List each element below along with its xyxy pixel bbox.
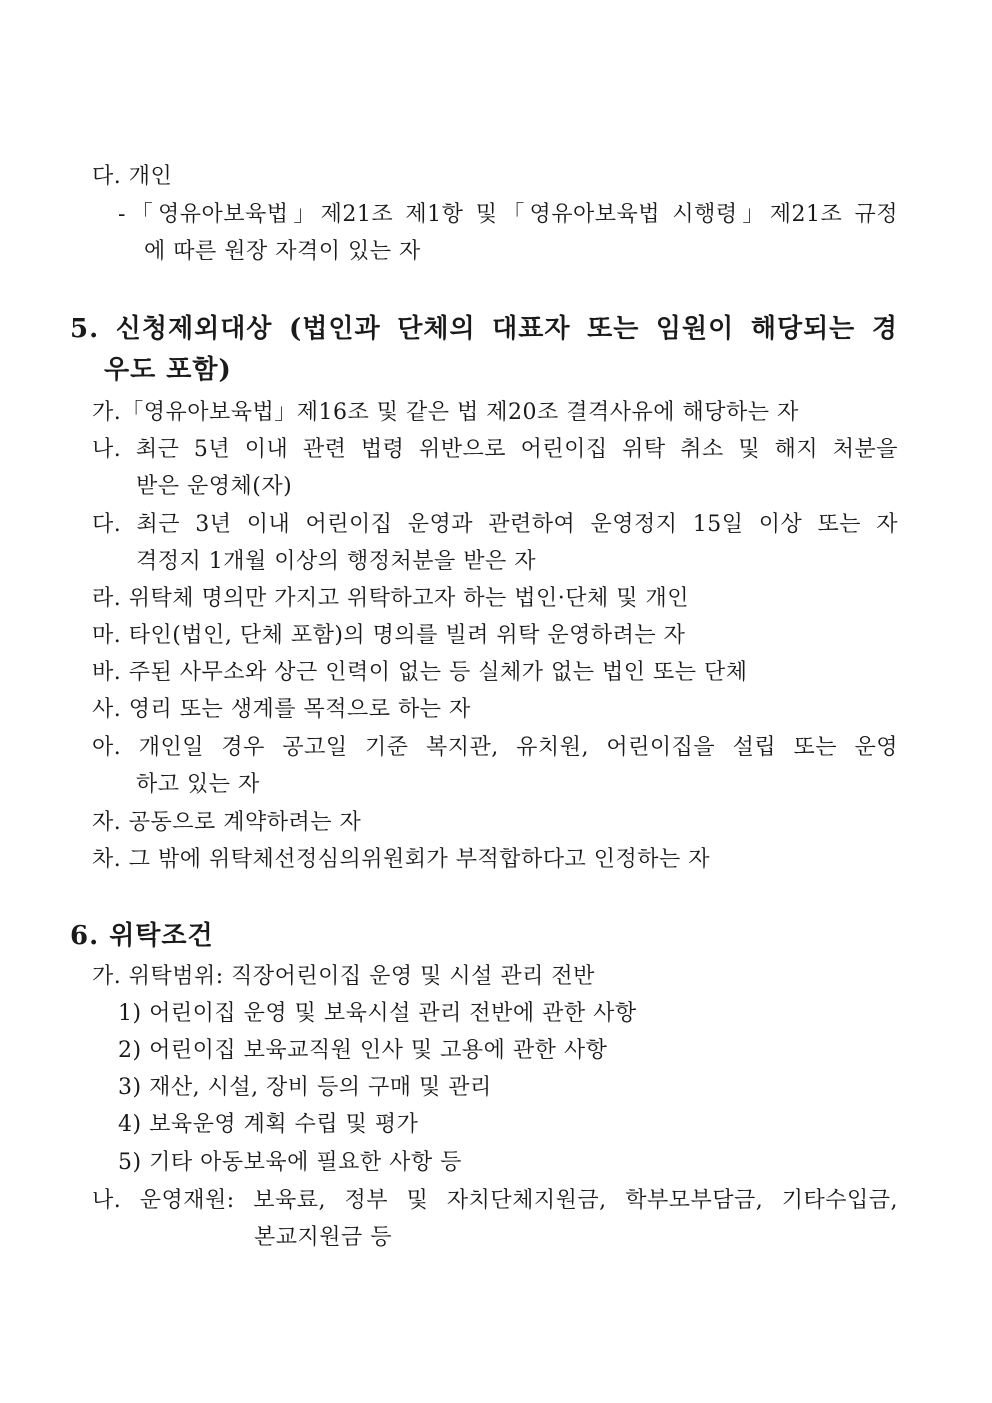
section5-item-a-line2: 하고 있는 자	[136, 772, 260, 797]
section6-ga-subitem-1: 1) 어린이집 운영 및 보육시설 관리 전반에 관한 사항	[118, 1001, 637, 1026]
section5-item-cha: 차. 그 밖에 위탁체선정심의위원회가 부적합하다고 인정하는 자	[92, 847, 711, 872]
prev-item-da-bullet-line2: 에 따른 원장 자격이 있는 자	[144, 239, 421, 264]
prev-item-da: 다. 개인	[92, 164, 173, 189]
section5-item-sa: 사. 영리 또는 생계를 목적으로 하는 자	[92, 697, 471, 722]
section5-item-a-line1: 아. 개인일 경우 공고일 기준 복지관, 유치원, 어린이집을 설립 또는 운영	[92, 735, 898, 760]
section5-item-na-line2: 받은 운영체(자)	[136, 474, 293, 499]
section6-item-na-line1: 나. 운영재원: 보육료, 정부 및 자치단체지원금, 학부모부담금, 기타수입금,	[92, 1188, 898, 1213]
section5-item-ba: 바. 주된 사무소와 상근 인력이 없는 등 실체가 없는 법인 또는 단체	[92, 660, 748, 685]
section6-ga-subitem-4: 4) 보육운영 계획 수립 및 평가	[118, 1112, 419, 1137]
section6-item-ga: 가. 위탁범위: 직장어린이집 운영 및 시설 관리 전반	[92, 964, 595, 989]
section5-title-line2: 우도 포함)	[104, 355, 232, 385]
section6-ga-subitem-2: 2) 어린이집 보육교직원 인사 및 고용에 관한 사항	[118, 1038, 608, 1063]
section6-ga-subitem-3: 3) 재산, 시설, 장비 등의 구매 및 관리	[118, 1075, 492, 1100]
section6-ga-subitem-5: 5) 기타 아동보육에 필요한 사항 등	[118, 1150, 462, 1175]
section5-title-line1: 5. 신청제외대상 (법인과 단체의 대표자 또는 임원이 해당되는 경	[70, 314, 898, 344]
section5-item-da-line2: 격정지 1개월 이상의 행정처분을 받은 자	[136, 549, 536, 574]
prev-item-da-bullet-line1: -「영유아보육법」제21조 제1항 및「영유아보육법 시행령」제21조 규정	[118, 202, 898, 227]
section5-item-ja: 자. 공동으로 계약하려는 자	[92, 810, 362, 835]
section5-item-na-line1: 나. 최근 5년 이내 관련 법령 위반으로 어린이집 위탁 취소 및 해지 처분을	[92, 437, 898, 462]
section5-item-ma: 마. 타인(법인, 단체 포함)의 명의를 빌려 위탁 운영하려는 자	[92, 623, 686, 648]
section6-title: 6. 위탁조건	[70, 921, 214, 951]
section5-item-ra: 라. 위탁체 명의만 가지고 위탁하고자 하는 법인·단체 및 개인	[92, 586, 689, 611]
section5-item-ga: 가.「영유아보육법」제16조 및 같은 법 제20조 결격사유에 해당하는 자	[92, 400, 799, 425]
section5-item-da-line1: 다. 최근 3년 이내 어린이집 운영과 관련하여 운영정지 15일 이상 또는 자	[92, 512, 898, 537]
section6-item-na-line2: 본교지원금 등	[254, 1225, 393, 1250]
